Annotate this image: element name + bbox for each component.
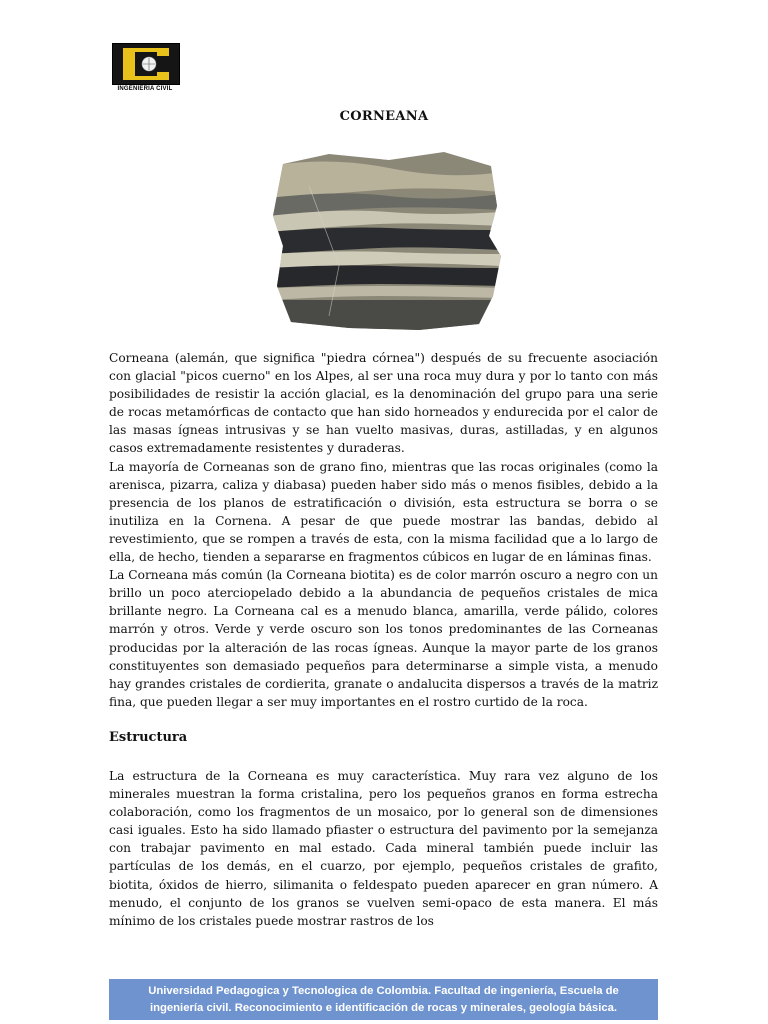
section-heading: Estructura <box>109 729 188 745</box>
footer-line: ingeniería civil. Reconocimiento e identificación de rocas y minerales, geología básica. <box>149 1002 618 1014</box>
logo-emblem-icon <box>112 43 180 85</box>
document-body <box>109 349 658 930</box>
rock-sample-icon <box>269 146 501 332</box>
paragraph: Corneana (alemán, que significa "piedra córnea") después de su frecuente asociación con glacial "picos cuerno" en los Alpes, al ser una roca muy dura y por lo tanto con más posibilidades de resistir la acción glacial, es la denominación del grupo para una serie de rocas metamórficas de contacto que han sido horneados y endurecida por el calor de las masas ígneas intrusivas y se han vuelto masivas, duras, astilladas, y en algunos casos extremadamente resistentes y duraderas. <box>109 351 658 456</box>
page-title: CORNEANA <box>339 109 429 124</box>
page-footer <box>109 979 658 1020</box>
footer-line: Universidad Pedagogica y Tecnologica de Colombia. Facultad de ingeniería, Escuela de <box>148 985 619 997</box>
paragraph: La Corneana más común (la Corneana biotita) es de color marrón oscuro a negro con un brillo un poco aterciopelado debido a la abundancia de pequeños cristales de mica brillante negro. La Corneana cal es a menudo blanca, amarilla, verde pálido, colores marrón y otros. Verde y verde oscuro son los tonos predominantes de las Corneanas producidas por la alteración de las rocas ígneas. Aunque la mayor parte de los granos constituyentes son demasiado pequeños para determinarse a simple vista, a menudo hay grandes cristales de cordierita, granate o andalucita dispersos a través de la matriz fina, que pueden llegar a ser muy importantes en el rostro curtido de la roca. <box>109 568 658 709</box>
paragraph: La estructura de la Corneana es muy característica. Muy rara vez alguno de los minerales muestran la forma cristalina, pero los pequeños granos en forma estrecha colaboración, como los fragmentos de un mosaico, por lo general son de dimensiones casi iguales. Esto ha sido llamado pfiaster o estructura del pavimento por la semejanza con trabajar pavimento en mal estado. Cada mineral también puede incluir las partículas de los demás, en el cuarzo, por ejemplo, pequeños cristales de grafito, biotita, óxidos de hierro, silimanita o feldespato pueden aparecer en gran número. A menudo, el conjunto de los granos se vuelven semi-opaco de esta manera. El más mínimo de los cristales puede mostrar rastros de los <box>109 768 658 928</box>
paragraph: La mayoría de Corneanas son de grano fino, mientras que las rocas originales (como la arenisca, pizarra, caliza y diabasa) pueden haber sido más o menos fisibles, debido a la presencia de los planos de estratificación o división, esta estructura se borra o se inutiliza en la Cornena. A pesar de que puede mostrar las bandas, debido al revestimiento, que se rompen a través de esta, con la misma facilidad que a lo largo de ella, de hecho, tienden a separarse en fragmentos cúbicos en lugar de en láminas finas. <box>109 459 658 565</box>
university-logo <box>112 43 178 91</box>
rock-sample-photo <box>269 146 501 332</box>
logo-caption: INGENIERIA CIVIL <box>117 86 173 92</box>
